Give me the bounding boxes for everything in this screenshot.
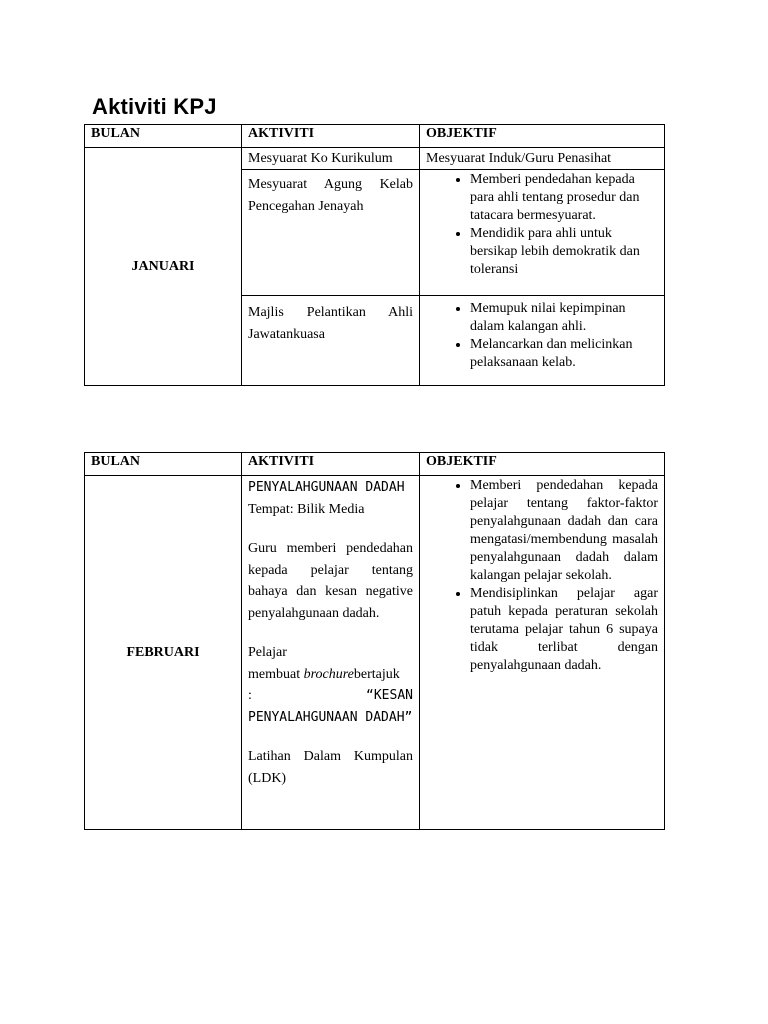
aktiviti-pelajar: Pelajar (248, 645, 287, 660)
objektif-cell (420, 476, 665, 830)
table-row (85, 476, 665, 830)
table-header-row (85, 453, 665, 476)
objektif-item: • Mendidik para ahli untuk bersikap lebih demokratik dan toleransi (470, 225, 658, 279)
month-cell-februari: FEBRUARI (85, 476, 242, 830)
table-januari (84, 124, 665, 386)
aktiviti-pelajar: : (248, 688, 252, 703)
aktiviti-ldk: Latihan Dalam Kumpulan (LDK) (248, 749, 413, 786)
header-aktiviti: AKTIVITI (242, 453, 420, 476)
aktiviti-title: PENYALAHGUNAAN DADAH (248, 480, 405, 495)
objektif-item: • Melancarkan dan melicinkan pelaksanaan kelab. (470, 336, 658, 372)
aktiviti-cell (242, 296, 420, 386)
aktiviti-cell (242, 170, 420, 296)
aktiviti-brochure: brochure (303, 666, 354, 682)
page-title: Aktiviti KPJ (92, 94, 217, 119)
header-bulan: BULAN (85, 125, 242, 148)
aktiviti-tempat: Tempat: Bilik Media (248, 501, 365, 517)
aktiviti-cell: Mesyuarat Ko Kurikulum (242, 148, 420, 170)
objektif-cell (420, 296, 665, 386)
objektif-cell (420, 170, 665, 296)
objektif-item: • Memupuk nilai kepimpinan dalam kalangan ahli. (470, 300, 658, 336)
table-header-row (85, 125, 665, 148)
table-row (85, 148, 665, 170)
aktiviti-pelajar: bertajuk (353, 666, 400, 682)
aktiviti-guru: Guru memberi pendedahan kepada pelajar tentang bahaya dan kesan negative penyalahgunaan dadah. (248, 541, 413, 621)
header-objektif: OBJEKTIF (420, 453, 665, 476)
table-februari (84, 452, 665, 830)
objektif-item: • Mendisiplinkan pelajar agar patuh kepada peraturan sekolah terutama pelajar tahun 6 supaya tidak terlibat dengan penyalahgunaan dadah. (470, 585, 658, 675)
aktiviti-text: Majlis Pelantikan Ahli Jawatankuasa (248, 305, 413, 342)
aktiviti-text: Mesyuarat Agung Kelab Pencegahan Jenayah (248, 177, 413, 214)
objektif-item: • Memberi pendedahan kepada pelajar tentang faktor-faktor penyalahgunaan dadah dan cara mengatasi/membendung masalah penyalahgunaan dadah dalam kalangan pelajar sekolah. (470, 477, 658, 585)
header-aktiviti: AKTIVITI (242, 125, 420, 148)
header-objektif: OBJEKTIF (420, 125, 665, 148)
aktiviti-pelajar: membuat (248, 666, 301, 682)
header-bulan: BULAN (85, 453, 242, 476)
objektif-cell: Mesyuarat Induk/Guru Penasihat (420, 148, 665, 170)
aktiviti-cell (242, 476, 420, 830)
aktiviti-quote: “KESAN PENYALAHGUNAAN DADAH” (248, 688, 413, 725)
objektif-item: • Memberi pendedahan kepada para ahli tentang prosedur dan tatacara bermesyuarat. (470, 171, 658, 225)
month-cell-januari: JANUARI (85, 148, 242, 386)
